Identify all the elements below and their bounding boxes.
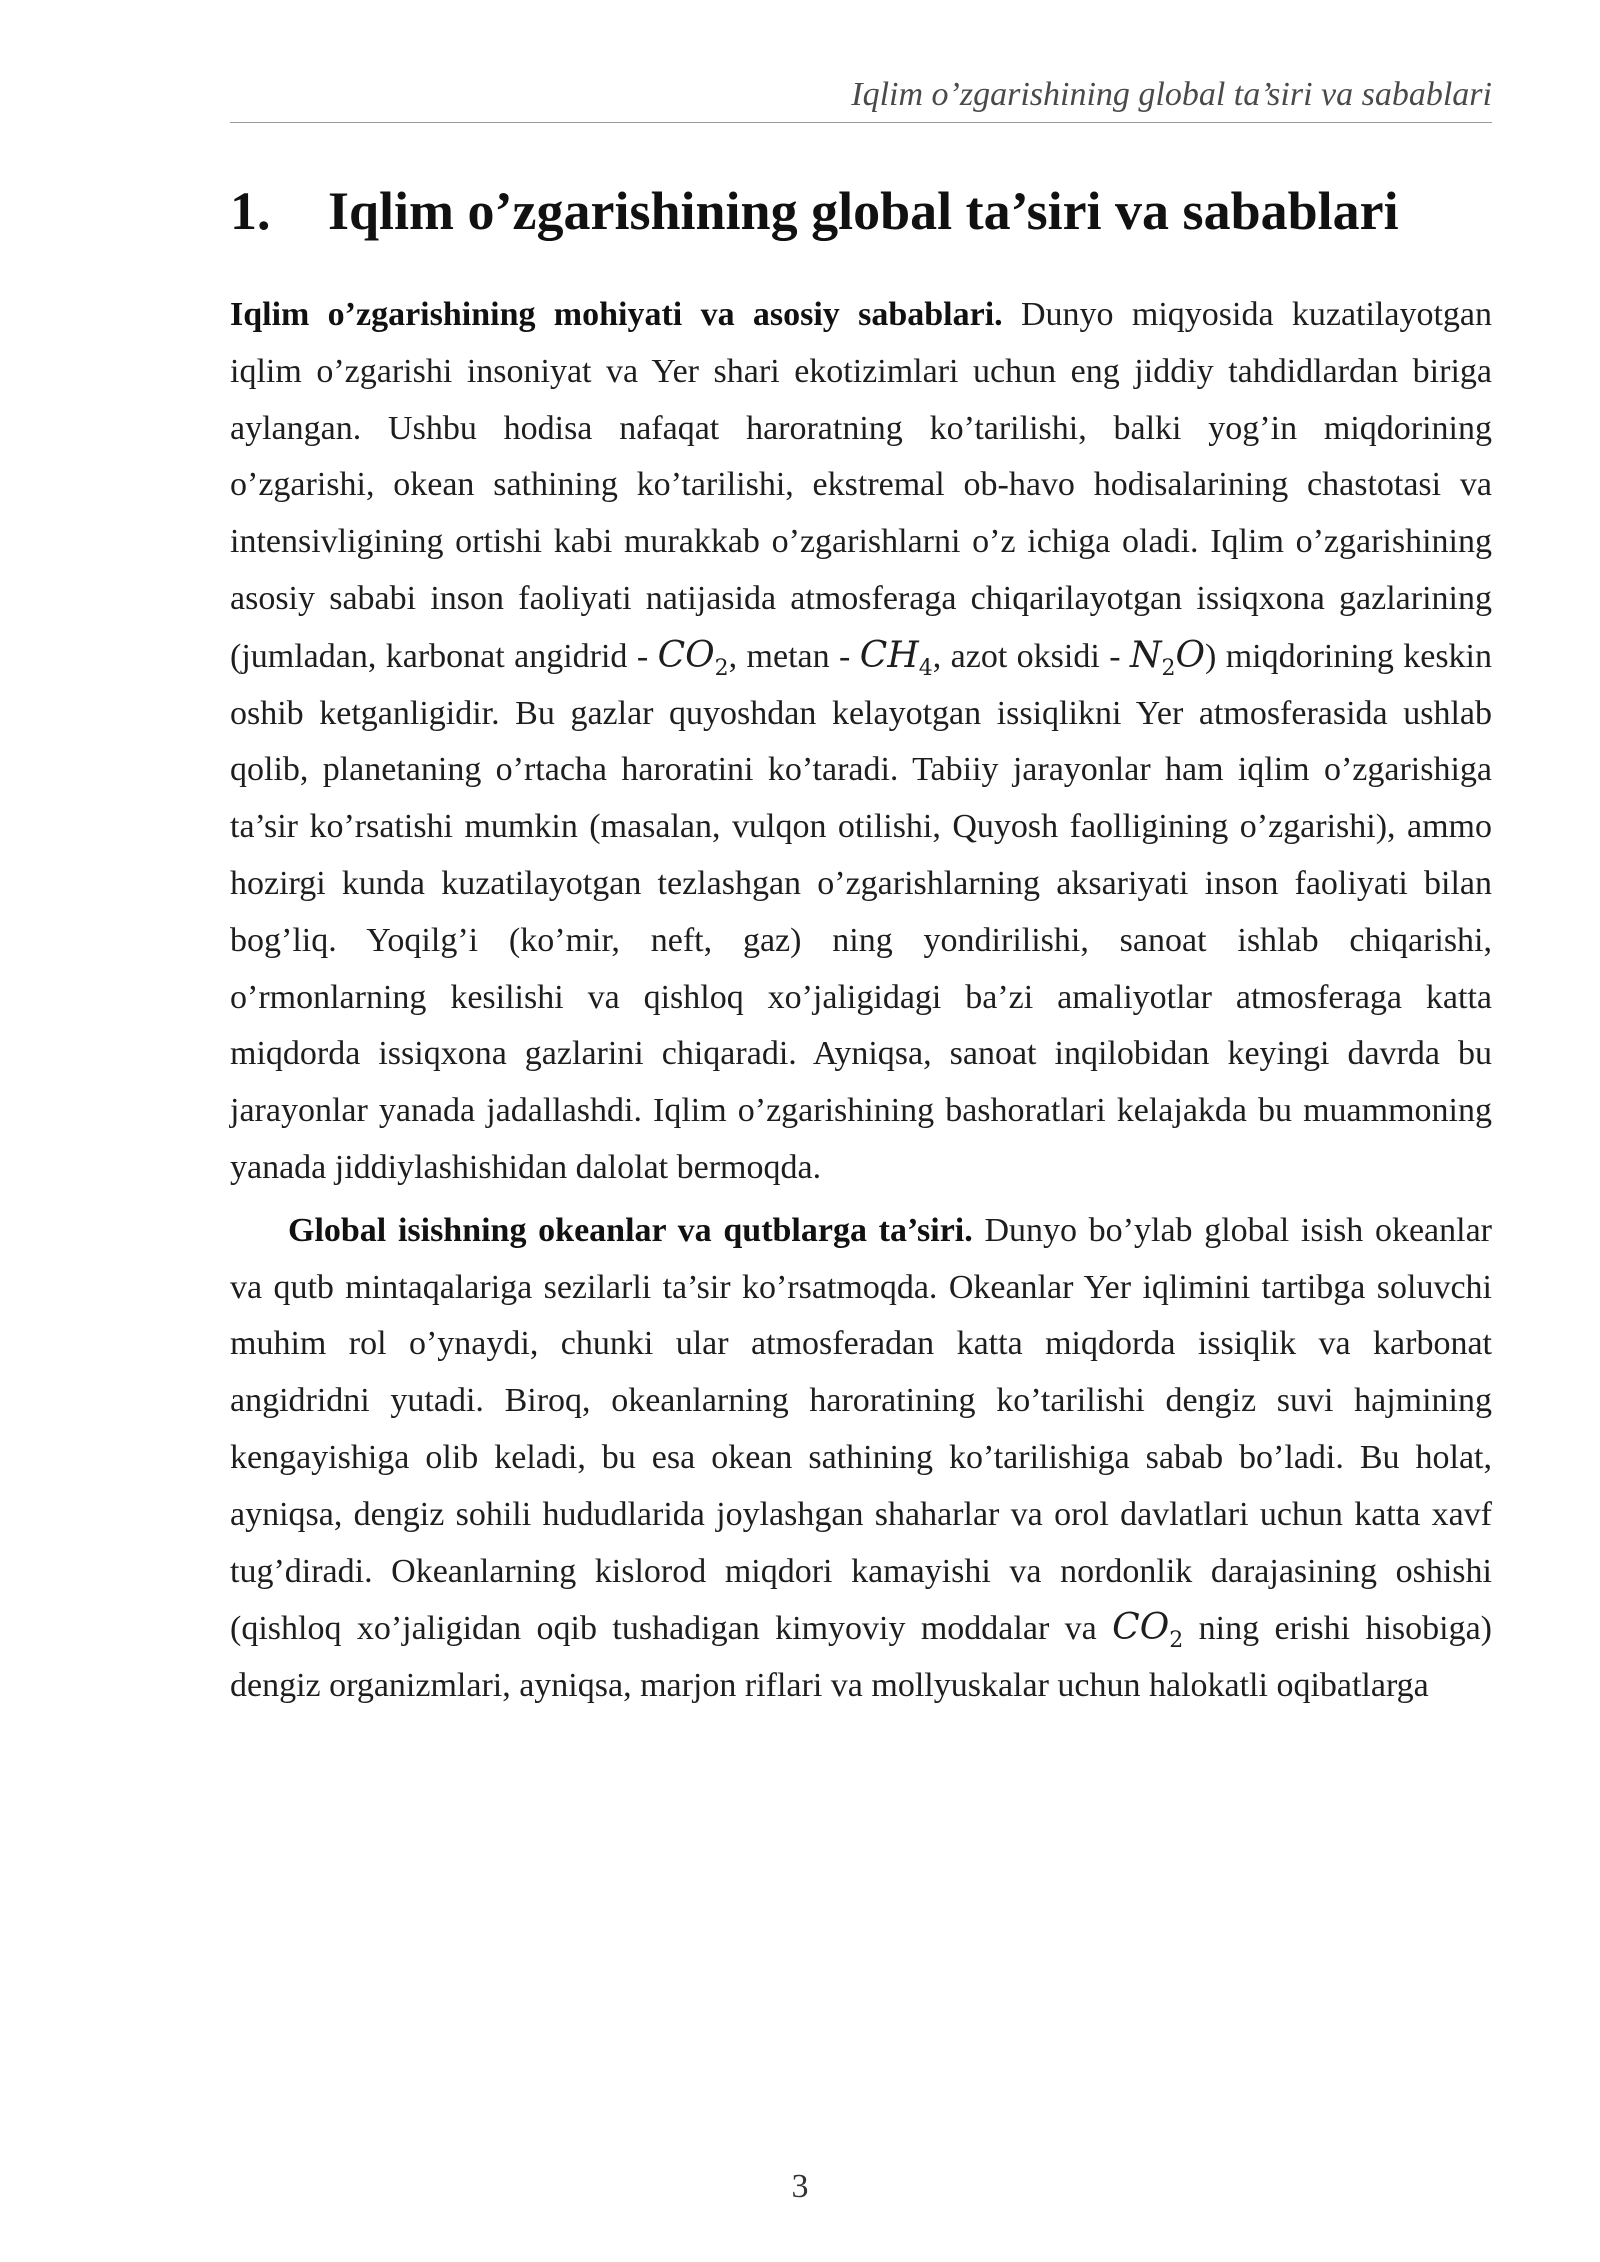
section-number: 1. xyxy=(230,181,271,241)
section-title xyxy=(230,176,1492,246)
section-title-text: Iqlim o’zgarishining global ta’siri va sabablari xyxy=(328,181,1399,241)
body-text xyxy=(230,287,1492,1715)
paragraph-causes xyxy=(230,287,1492,1197)
paragraph-lead: Global isishning okeanlar va qutblarga ta’siri. xyxy=(288,1211,973,1249)
paragraph-text: ning erishi hisobiga) dengiz organizmlari, ayniqsa, marjon riflari va mollyuskalar uchun halokatli oqibatlarga xyxy=(230,1610,1492,1705)
paragraph-lead: Iqlim o’zgarishining mohiyati va asosiy sabablari. xyxy=(230,296,1003,333)
paragraph-text: Dunyo miqyosida kuzatilayotgan iqlim o’zgarishi insoniyat va Yer shari ekotizimlari uchun eng jiddiy tahdidlardan biriga aylangan. Ushbu hodisa nafaqat haroratning ko’tarilishi, balki yog’in miqdorining o’zgarishi, okean sathining ko’tarilishi, ekstremal ob-havo hodisalarining chastotasi va intensivligining ortishi kabi murakkab o’zgarishlarni o’z ichiga oladi. Iqlim o’zgarishining asosiy sababi inson faoliyati natijasida atmosferaga chiqarilayotgan issiqxona gazlarining (jumladan, karbonat angidrid - xyxy=(230,296,1493,675)
formula-co2: $CO_2$ xyxy=(1112,1607,1184,1654)
formula-n2o: $N_2O$ xyxy=(1129,634,1205,681)
page-number: 3 xyxy=(791,2168,809,2205)
formula-ch4: $CH_4$ xyxy=(859,634,933,681)
paragraph-text: , azot oksidi - xyxy=(932,637,1130,675)
paragraph-text: Dunyo bo’ylab global isish okeanlar va qutb mintaqalariga sezilarli ta’sir ko’rsatmoqda. Okeanlar Yer iqlimini tartibga soluvchi muhim rol o’ynaydi, chunki ular atmosferadan katta miqdorda issiqlik va karbonat angidridni yutadi. Biroq, okeanlarning haroratining ko’tarilishi dengiz suvi hajmining kengayishiga olib keladi, bu esa okean sathining ko’tarilishiga sabab bo’ladi. Bu holat, ayniqsa, dengiz sohili hududlarida joylashgan shaharlar va orol davlatlari uchun katta xavf tug’diradi. Okeanlarning kislorod miqdori kamayishi va nordonlik darajasining oshishi (qishloq xo’jaligidan oqib tushadigan kimyoviy moddalar va xyxy=(230,1211,1492,1648)
running-header: Iqlim o’zgarishining global ta’siri va sabablari xyxy=(851,76,1492,113)
paragraph-oceans xyxy=(230,1203,1492,1715)
paragraph-text: ) miqdorining keskin oshib ketganligidir. Bu gazlar quyoshdan kelayotgan issiqlikni Yer atmosferasida ushlab qolib, planetaning o’rtacha haroratini ko’taradi. Tabiiy jarayonlar ham iqlim o’zgarishiga ta’sir ko’rsatishi mumkin (masalan, vulqon otilishi, Quyosh faolligining o’zgarishi), ammo hozirgi kunda kuzatilayotgan tezlashgan o’zgarishlarning aksariyati inson faoliyati bilan bog’liq. Yoqilg’i (ko’mir, neft, gaz) ning yondirilishi, sanoat ishlab chiqarishi, o’rmonlarning kesilishi va qishloq xo’jaligidagi ba’zi amaliyotlar atmosferaga katta miqdorda issiqxona gazlarini chiqaradi. Ayniqsa, sanoat inqilobidan keyingi davrda bu jarayonlar yanada jadallashdi. Iqlim o’zgarishining bashoratlari kelajakda bu muammoning yanada jiddiylashishidan dalolat bermoqda. xyxy=(230,637,1493,1186)
header-rule xyxy=(230,122,1492,123)
paragraph-text: , metan - xyxy=(728,637,860,675)
formula-co2: $CO_2$ xyxy=(657,634,729,681)
